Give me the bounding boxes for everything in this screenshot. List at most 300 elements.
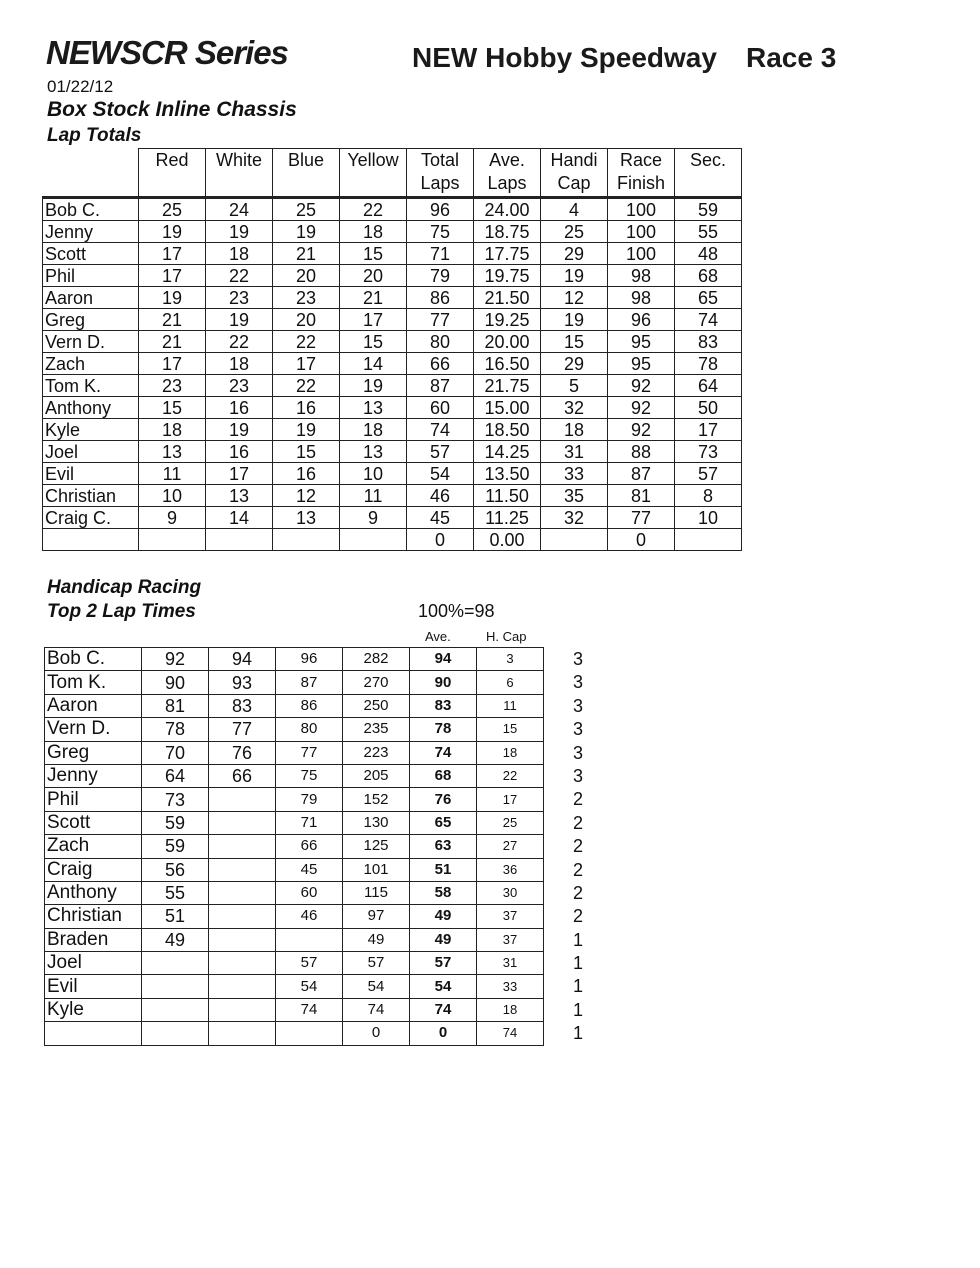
table-cell: 46 [407, 485, 474, 507]
column-header-line: Red [155, 150, 189, 170]
table-cell: 19.75 [474, 265, 541, 287]
table-cell: 83 [675, 331, 742, 353]
table-cell: 31 [541, 441, 608, 463]
heat-group-number: 2 [572, 836, 583, 857]
table-cell: 25 [273, 198, 340, 221]
table-cell: 45 [276, 858, 343, 881]
average-cell: 76 [410, 788, 477, 811]
lap-totals-header-row [43, 149, 742, 198]
table-row [43, 331, 742, 353]
table-cell: 20 [273, 309, 340, 331]
heat-group-number: 2 [572, 812, 583, 833]
table-cell: 57 [675, 463, 742, 485]
column-header [407, 149, 474, 198]
driver-name: Scott [43, 243, 139, 265]
lap-time-cell: 66 [209, 764, 276, 787]
lap-time-cell [209, 1022, 276, 1045]
average-cell: 74 [410, 998, 477, 1021]
driver-name: Kyle [45, 998, 142, 1021]
lap-time-cell: 90 [142, 671, 209, 694]
table-cell: 98 [608, 287, 675, 309]
ave-column-label: Ave. [425, 629, 451, 644]
heat-group-number: 1 [572, 953, 583, 974]
table-row [45, 975, 544, 998]
driver-name: Vern D. [45, 718, 142, 741]
table-cell: 77 [276, 741, 343, 764]
table-cell: 14.25 [474, 441, 541, 463]
table-row [45, 858, 544, 881]
table-cell: 15 [541, 331, 608, 353]
handicap-cell: 31 [477, 952, 544, 975]
table-cell: 21 [139, 309, 206, 331]
table-cell: 15 [340, 331, 407, 353]
table-cell: 64 [675, 375, 742, 397]
table-cell: 20.00 [474, 331, 541, 353]
lap-time-cell [142, 1022, 209, 1045]
driver-name: Tom K. [45, 671, 142, 694]
average-cell: 49 [410, 905, 477, 928]
race-label: Race 3 [746, 42, 837, 73]
driver-name: Joel [43, 441, 139, 463]
handicap-cell: 33 [477, 975, 544, 998]
table-cell: 12 [273, 485, 340, 507]
driver-name: Craig C. [43, 507, 139, 529]
table-cell: 17 [139, 265, 206, 287]
table-cell: 22 [273, 331, 340, 353]
driver-name [43, 529, 139, 551]
table-cell: 74 [276, 998, 343, 1021]
table-cell: 11 [139, 463, 206, 485]
lap-time-cell: 73 [142, 788, 209, 811]
table-cell: 152 [343, 788, 410, 811]
table-cell: 9 [139, 507, 206, 529]
lap-time-cell: 64 [142, 764, 209, 787]
handicap-table [44, 647, 544, 1046]
table-cell: 73 [675, 441, 742, 463]
table-cell: 19 [139, 221, 206, 243]
handicap-cell: 74 [477, 1022, 544, 1045]
table-row [45, 835, 544, 858]
table-cell: 60 [276, 881, 343, 904]
table-row [45, 905, 544, 928]
driver-name: Anthony [43, 397, 139, 419]
column-header-line: Finish [616, 173, 665, 193]
table-cell: 88 [608, 441, 675, 463]
heat-group-column [568, 648, 588, 1046]
table-cell: 35 [541, 485, 608, 507]
table-cell: 17 [139, 243, 206, 265]
table-cell: 13 [206, 485, 273, 507]
table-cell: 97 [343, 905, 410, 928]
table-cell: 21 [139, 331, 206, 353]
table-cell: 77 [407, 309, 474, 331]
table-cell: 19 [340, 375, 407, 397]
table-cell: 115 [343, 881, 410, 904]
column-header [474, 149, 541, 198]
driver-name: Scott [45, 811, 142, 834]
table-row [43, 353, 742, 375]
column-header [675, 149, 742, 198]
table-row [45, 764, 544, 787]
table-cell: 59 [675, 198, 742, 221]
lap-time-cell: 59 [142, 835, 209, 858]
table-cell: 23 [139, 375, 206, 397]
average-cell: 51 [410, 858, 477, 881]
table-cell: 80 [276, 718, 343, 741]
class-title: Box Stock Inline Chassis [47, 98, 297, 121]
lap-time-cell: 51 [142, 905, 209, 928]
driver-name: Bob C. [43, 198, 139, 221]
table-cell: 17 [139, 353, 206, 375]
table-cell: 20 [273, 265, 340, 287]
column-header-line: Blue [287, 150, 325, 170]
table-cell: 15 [273, 441, 340, 463]
table-cell: 29 [541, 353, 608, 375]
lap-time-cell [209, 905, 276, 928]
lap-time-cell [209, 975, 276, 998]
table-cell: 0 [407, 529, 474, 551]
average-cell: 90 [410, 671, 477, 694]
lap-time-cell: 93 [209, 671, 276, 694]
table-cell [276, 928, 343, 951]
table-cell: 23 [206, 375, 273, 397]
table-cell: 22 [206, 265, 273, 287]
table-cell: 0 [608, 529, 675, 551]
table-cell: 45 [407, 507, 474, 529]
lap-time-cell: 49 [142, 928, 209, 951]
table-cell: 19 [206, 309, 273, 331]
table-cell [206, 529, 273, 551]
table-cell: 14 [340, 353, 407, 375]
table-cell: 100 [608, 243, 675, 265]
header-corner [43, 149, 139, 198]
lap-time-cell [142, 952, 209, 975]
table-cell: 57 [407, 441, 474, 463]
driver-name: Evil [45, 975, 142, 998]
table-cell: 96 [276, 648, 343, 671]
table-cell: 14 [206, 507, 273, 529]
lap-time-cell [209, 952, 276, 975]
handicap-cell: 22 [477, 764, 544, 787]
table-cell: 19 [206, 419, 273, 441]
lap-time-cell [209, 788, 276, 811]
driver-name: Jenny [45, 764, 142, 787]
table-row [43, 397, 742, 419]
lap-time-cell [209, 928, 276, 951]
table-cell: 54 [407, 463, 474, 485]
heat-group-number: 3 [572, 719, 583, 740]
column-header [273, 149, 340, 198]
handicap-subtitle: Top 2 Lap Times [47, 601, 196, 622]
driver-name: Christian [45, 905, 142, 928]
lap-time-cell: 83 [209, 694, 276, 717]
table-row [45, 648, 544, 671]
table-cell: 13 [139, 441, 206, 463]
table-cell: 23 [206, 287, 273, 309]
table-cell: 55 [675, 221, 742, 243]
table-cell: 25 [139, 198, 206, 221]
lap-time-cell [209, 998, 276, 1021]
average-cell: 78 [410, 718, 477, 741]
handicap-cell: 15 [477, 718, 544, 741]
table-cell: 22 [273, 375, 340, 397]
lap-time-cell: 70 [142, 741, 209, 764]
table-cell: 21 [273, 243, 340, 265]
table-cell: 13 [340, 397, 407, 419]
average-cell: 83 [410, 694, 477, 717]
table-cell: 57 [343, 952, 410, 975]
average-cell: 57 [410, 952, 477, 975]
table-row [45, 811, 544, 834]
table-cell: 32 [541, 507, 608, 529]
driver-name: Greg [45, 741, 142, 764]
handicap-cell: 37 [477, 905, 544, 928]
table-cell: 77 [608, 507, 675, 529]
handicap-title: Handicap Racing [47, 577, 202, 598]
table-row [43, 419, 742, 441]
handicap-cell: 11 [477, 694, 544, 717]
table-cell: 16 [206, 397, 273, 419]
table-cell: 96 [608, 309, 675, 331]
handicap-cell: 18 [477, 741, 544, 764]
heat-group-number: 3 [572, 672, 583, 693]
table-cell: 19 [273, 419, 340, 441]
driver-name: Tom K. [43, 375, 139, 397]
table-cell [541, 529, 608, 551]
table-cell: 18 [340, 419, 407, 441]
table-cell: 100 [608, 221, 675, 243]
handicap-body [45, 648, 544, 1046]
table-cell: 20 [340, 265, 407, 287]
driver-name: Kyle [43, 419, 139, 441]
table-cell: 19.25 [474, 309, 541, 331]
table-cell: 46 [276, 905, 343, 928]
table-cell: 10 [139, 485, 206, 507]
table-row [43, 485, 742, 507]
lap-time-cell: 92 [142, 648, 209, 671]
heat-group-number: 1 [572, 1023, 583, 1044]
table-cell: 17 [675, 419, 742, 441]
race-date: 01/22/12 [47, 77, 114, 96]
handicap-cell: 17 [477, 788, 544, 811]
handicap-cell: 25 [477, 811, 544, 834]
table-cell: 8 [675, 485, 742, 507]
table-cell: 21 [340, 287, 407, 309]
table-cell [276, 1022, 343, 1045]
column-header [608, 149, 675, 198]
table-row [45, 718, 544, 741]
handicap-cell: 6 [477, 671, 544, 694]
heat-group-number: 3 [572, 742, 583, 763]
driver-name: Zach [43, 353, 139, 375]
handicap-cell: 36 [477, 858, 544, 881]
table-cell: 29 [541, 243, 608, 265]
lap-time-cell: 76 [209, 741, 276, 764]
table-row [43, 265, 742, 287]
table-cell: 19 [273, 221, 340, 243]
table-cell: 79 [276, 788, 343, 811]
driver-name: Phil [43, 265, 139, 287]
heat-group-number: 2 [572, 859, 583, 880]
lap-time-cell: 56 [142, 858, 209, 881]
column-header-line: Sec. [689, 150, 727, 170]
table-cell: 17 [273, 353, 340, 375]
driver-name: Phil [45, 788, 142, 811]
table-cell: 130 [343, 811, 410, 834]
average-cell: 63 [410, 835, 477, 858]
table-cell: 235 [343, 718, 410, 741]
handicap-cell: 27 [477, 835, 544, 858]
table-cell: 96 [407, 198, 474, 221]
table-cell: 16 [273, 463, 340, 485]
table-cell: 19 [139, 287, 206, 309]
table-cell: 65 [675, 287, 742, 309]
table-cell: 54 [343, 975, 410, 998]
lap-totals-label: Lap Totals [47, 125, 142, 146]
table-cell: 22 [206, 331, 273, 353]
table-row [45, 881, 544, 904]
table-cell: 21.50 [474, 287, 541, 309]
table-cell: 0 [343, 1022, 410, 1045]
column-header [139, 149, 206, 198]
table-cell: 11 [340, 485, 407, 507]
table-cell: 33 [541, 463, 608, 485]
average-cell: 54 [410, 975, 477, 998]
series-title: NEWSCR Series [46, 34, 288, 71]
table-cell: 54 [276, 975, 343, 998]
column-header-line: Laps [420, 173, 460, 193]
table-cell: 282 [343, 648, 410, 671]
table-cell: 92 [608, 375, 675, 397]
table-row [45, 671, 544, 694]
table-cell: 48 [675, 243, 742, 265]
table-cell: 10 [675, 507, 742, 529]
table-cell: 5 [541, 375, 608, 397]
table-cell: 75 [276, 764, 343, 787]
table-cell: 98 [608, 265, 675, 287]
average-cell: 58 [410, 881, 477, 904]
table-cell: 60 [407, 397, 474, 419]
driver-name: Vern D. [43, 331, 139, 353]
column-header-line: White [215, 150, 262, 170]
heat-group-number: 2 [572, 906, 583, 927]
driver-name: Bob C. [45, 648, 142, 671]
driver-name: Aaron [45, 694, 142, 717]
table-cell: 49 [343, 928, 410, 951]
table-cell [139, 529, 206, 551]
driver-name: Craig [45, 858, 142, 881]
table-cell: 57 [276, 952, 343, 975]
table-cell: 270 [343, 671, 410, 694]
table-cell [273, 529, 340, 551]
table-cell: 18 [206, 353, 273, 375]
handicap-cell: 37 [477, 928, 544, 951]
driver-name: Evil [43, 463, 139, 485]
table-cell [675, 529, 742, 551]
table-cell: 10 [340, 463, 407, 485]
table-cell: 71 [407, 243, 474, 265]
table-row [45, 1022, 544, 1045]
table-cell: 66 [407, 353, 474, 375]
lap-time-cell [209, 835, 276, 858]
table-row [43, 198, 742, 221]
table-cell: 15.00 [474, 397, 541, 419]
table-row [43, 507, 742, 529]
table-cell: 4 [541, 198, 608, 221]
table-cell: 11.50 [474, 485, 541, 507]
column-header-line: Ave. [489, 150, 525, 170]
table-cell: 205 [343, 764, 410, 787]
table-row [43, 463, 742, 485]
table-cell: 100 [608, 198, 675, 221]
table-cell: 18 [340, 221, 407, 243]
table-cell: 80 [407, 331, 474, 353]
average-cell: 49 [410, 928, 477, 951]
table-cell [340, 529, 407, 551]
table-cell: 223 [343, 741, 410, 764]
track-title: NEW Hobby Speedway [412, 42, 717, 73]
table-row [45, 952, 544, 975]
driver-name: Anthony [45, 881, 142, 904]
table-cell: 18 [541, 419, 608, 441]
percent-note: 100%=98 [418, 601, 495, 621]
table-cell: 250 [343, 694, 410, 717]
table-cell: 24 [206, 198, 273, 221]
table-row [45, 741, 544, 764]
table-cell: 18 [139, 419, 206, 441]
table-cell: 18.50 [474, 419, 541, 441]
table-cell: 19 [206, 221, 273, 243]
table-row [43, 529, 742, 551]
table-cell: 86 [276, 694, 343, 717]
column-header [340, 149, 407, 198]
table-cell: 19 [541, 309, 608, 331]
table-row [43, 441, 742, 463]
table-cell: 23 [273, 287, 340, 309]
heat-group-number: 1 [572, 929, 583, 950]
table-cell: 12 [541, 287, 608, 309]
table-cell: 16 [206, 441, 273, 463]
table-cell: 13 [340, 441, 407, 463]
average-cell: 65 [410, 811, 477, 834]
table-cell: 50 [675, 397, 742, 419]
table-cell: 87 [407, 375, 474, 397]
heat-group-number: 3 [572, 649, 583, 669]
table-cell: 71 [276, 811, 343, 834]
table-cell: 17.75 [474, 243, 541, 265]
table-row [45, 694, 544, 717]
driver-name: Joel [45, 952, 142, 975]
lap-time-cell: 78 [142, 718, 209, 741]
table-row [43, 287, 742, 309]
table-cell: 125 [343, 835, 410, 858]
average-cell: 74 [410, 741, 477, 764]
driver-name: Braden [45, 928, 142, 951]
column-header-line: Race [619, 150, 663, 170]
lap-time-cell [209, 881, 276, 904]
handicap-cell: 30 [477, 881, 544, 904]
driver-name: Christian [43, 485, 139, 507]
table-cell: 11.25 [474, 507, 541, 529]
table-cell: 86 [407, 287, 474, 309]
hcap-column-label: H. Cap [486, 629, 527, 644]
driver-name [45, 1022, 142, 1045]
heat-group-number: 1 [572, 976, 583, 997]
table-cell: 32 [541, 397, 608, 419]
lap-time-cell [142, 998, 209, 1021]
table-cell: 24.00 [474, 198, 541, 221]
lap-time-cell: 81 [142, 694, 209, 717]
